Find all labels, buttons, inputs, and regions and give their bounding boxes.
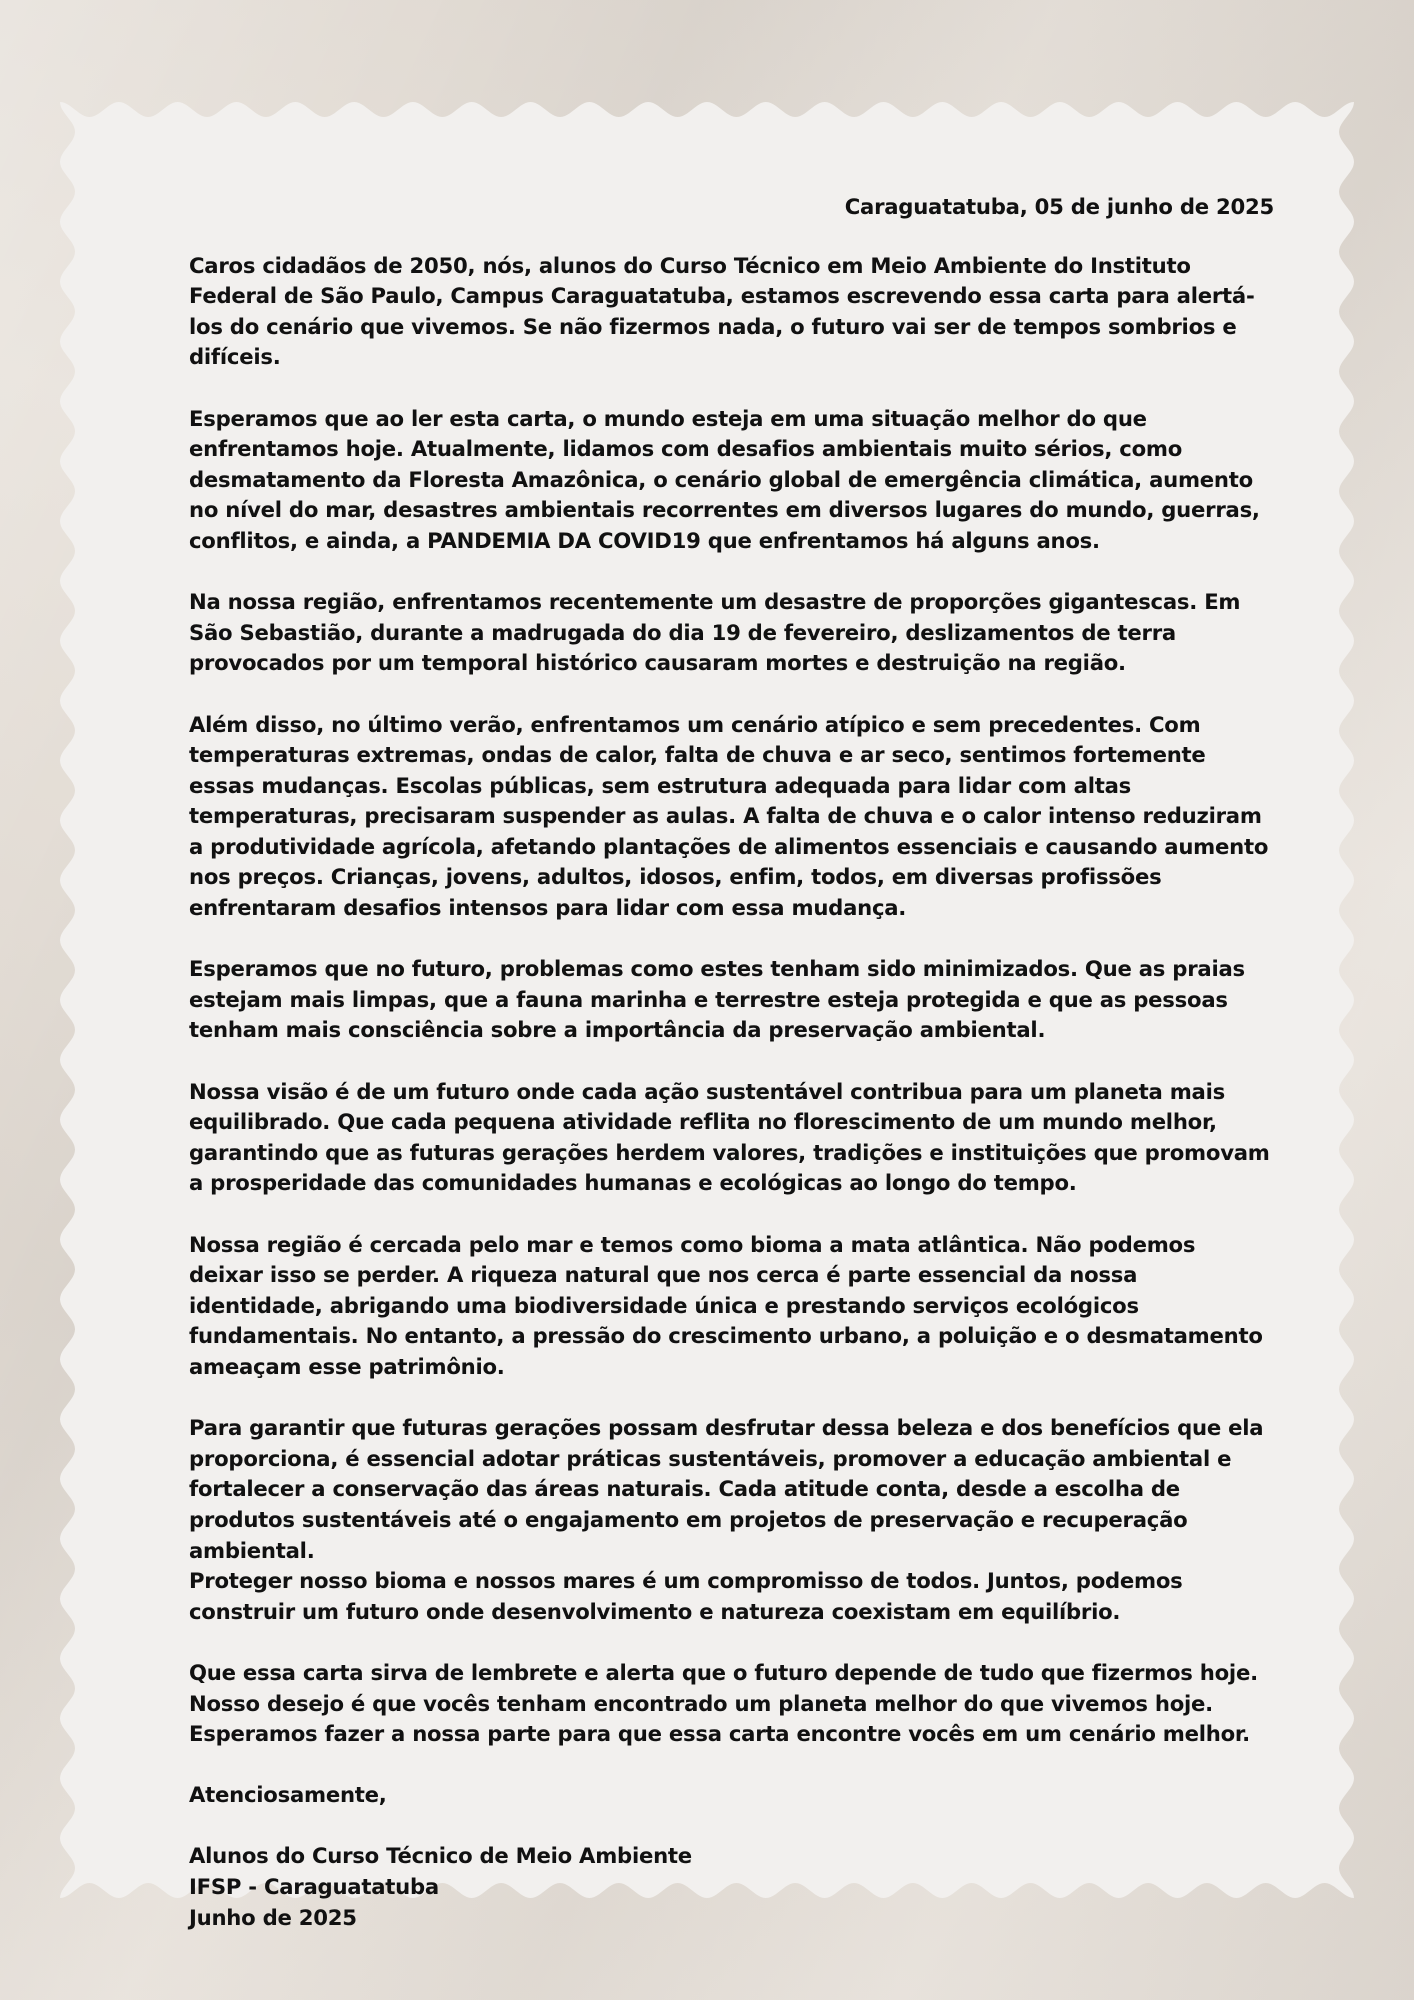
- paragraph-reminder: Que essa carta sirva de lembrete e alerta que o futuro depende de tudo que fizermos hoje. Nosso desejo é que vocês tenham encontrado um planeta melhor do que vivemos hoje. Esperamos fazer a nossa parte para que essa carta encontre vocês em um cenário melhor.: [189, 1659, 1258, 1747]
- letter-date: Caraguatatuba, 05 de junho de 2025: [844, 194, 1274, 219]
- letter-body: [189, 192, 1274, 1933]
- letter-signature: [189, 1841, 1274, 1933]
- signature-line-1: Alunos do Curso Técnico de Meio Ambiente: [189, 1843, 692, 1869]
- paragraph-sustainability: [189, 1413, 1274, 1627]
- letter-closing: Atenciosamente,: [189, 1782, 387, 1808]
- paragraph-sustainability-part1: Para garantir que futuras gerações possam desfrutar dessa beleza e dos benefícios que ela proporciona, é essencial adotar práticas sustentáveis, promover a educação ambiental e fortalecer a conservação das áreas naturais. Cada atitude conta, desde a escolha de produtos sustentáveis até o engajamento em projetos de preservação e recuperação ambiental.: [189, 1415, 1264, 1563]
- paragraph-current-challenges: Esperamos que ao ler esta carta, o mundo esteja em uma situação melhor do que enfrentamos hoje. Atualmente, lidamos com desafios ambientais muito sérios, como desmatamento da Floresta Amazônica, o cenário global de emergência climática, aumento no nível do mar, desastres ambientais recorrentes em diversos lugares do mundo, guerras, conflitos, e ainda, a PANDEMIA DA COVID19 que enfrentamos há alguns anos.: [189, 405, 1260, 553]
- paragraph-sustainability-part2: Proteger nosso bioma e nossos mares é um compromisso de todos. Juntos, podemos construir um futuro onde desenvolvimento e natureza coexistam em equilíbrio.: [189, 1568, 1183, 1624]
- paragraph-future-hopes: Esperamos que no futuro, problemas como estes tenham sido minimizados. Que as praias estejam mais limpas, que a fauna marinha e terrestre esteja protegida e que as pessoas tenham mais consciência sobre a importância da preservação ambiental.: [189, 956, 1245, 1043]
- signature-line-2: IFSP - Caraguatatuba: [189, 1874, 439, 1900]
- paragraph-vision: Nossa visão é de um futuro onde cada ação sustentável contribua para um planeta mais equilibrado. Que cada pequena atividade reflita no florescimento de um mundo melhor, garantindo que as futuras gerações herdem valores, tradições e instituições que promovam a prosperidade das comunidades humanas e ecológicas ao longo do tempo.: [189, 1078, 1270, 1196]
- paragraph-summer-heat: Além disso, no último verão, enfrentamos um cenário atípico e sem precedentes. Com temperaturas extremas, ondas de calor, falta de chuva e ar seco, sentimos fortemente essas mudanças. Escolas públicas, sem estrutura adequada para lidar com altas temperaturas, precisaram suspender as aulas. A falta de chuva e o calor intenso reduziram a produtividade agrícola, afetando plantações de alimentos essenciais e causando aumento nos preços. Crianças, jovens, adultos, idosos, enfim, todos, em diversas profissões enfrentaram desafios intensos para lidar com essa mudança.: [189, 711, 1269, 921]
- signature-line-3: Junho de 2025: [189, 1904, 357, 1930]
- paragraph-atlantic-forest: Nossa região é cercada pelo mar e temos como bioma a mata atlântica. Não podemos deixar isso se perder. A riqueza natural que nos cerca é parte essencial da nossa identidade, abrigando uma biodiversidade única e prestando serviços ecológicos fundamentais. No entanto, a pressão do crescimento urbano, a poluição e o desmatamento ameaçam esse patrimônio.: [189, 1231, 1263, 1379]
- paragraph-regional-disaster: Na nossa região, enfrentamos recentemente um desastre de proporções gigantescas. Em São Sebastião, durante a madrugada do dia 19 de fevereiro, deslizamentos de terra provocados por um temporal histórico causaram mortes e destruição na região.: [189, 589, 1241, 676]
- paragraph-intro: Caros cidadãos de 2050, nós, alunos do Curso Técnico em Meio Ambiente do Instituto Federal de São Paulo, Campus Caraguatatuba, estamos escrevendo essa carta para alertá-los do cenário que vivemos. Se não fizermos nada, o futuro vai ser de tempos sombrios e difíceis.: [189, 252, 1255, 370]
